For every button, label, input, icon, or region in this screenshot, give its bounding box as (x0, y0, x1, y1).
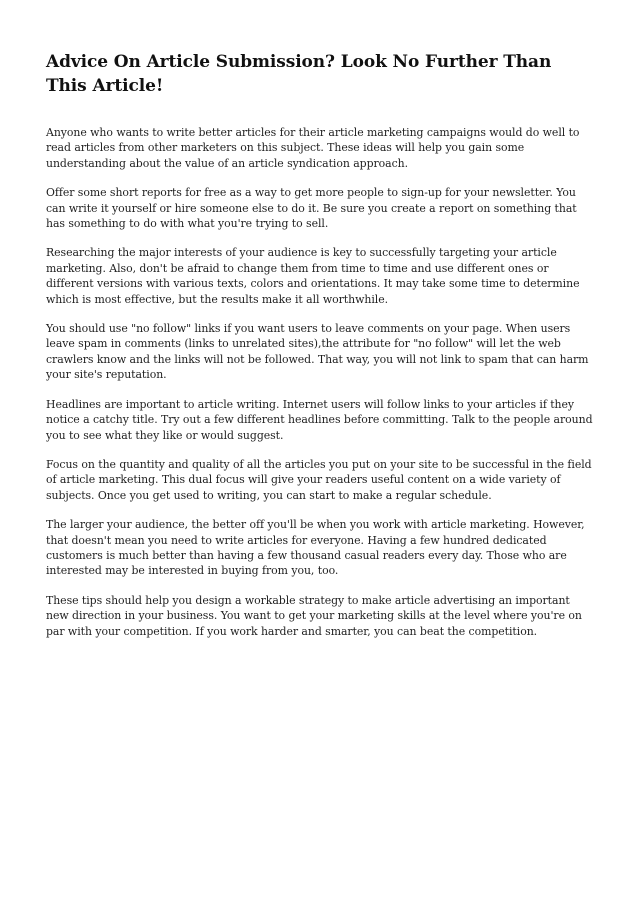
body-paragraph: Offer some short reports for free as a way to get more people to sign-up for your newsletter. You can write it yourself or hire someone else to do it. Be sure you create a report on something that has something to do with what you're trying to sell. (46, 186, 577, 231)
body-paragraph: The larger your audience, the better off you'll be when you work with article marketing. However, that doesn't mean you need to write articles for everyone. Having a few hundred dedicated customers is much better than having a few thousand casual readers every day. Those who are interested may be interested in buying from you, too. (46, 518, 585, 578)
body-paragraph: Headlines are important to article writing. Internet users will follow links to your articles if they notice a catchy title. Try out a few different headlines before committing. Talk to the people around you to see what they like or would suggest. (46, 397, 593, 442)
body-paragraph: You should use "no follow" links if you want users to leave comments on your page. When users leave spam in comments (links to unrelated sites),the attribute for "no follow" will let the web crawlers know and the links will not be followed. That way, you will not link to spam that can harm your site's reputation. (46, 322, 589, 382)
body-paragraph: These tips should help you design a workable strategy to make article advertising an important new direction in your business. You want to get your marketing skills at the level where you're on par with your competition. If you work harder and smarter, you can beat the competition. (46, 593, 582, 638)
page-title: Advice On Article Submission? Look No Further Than This Article! (46, 52, 552, 96)
document-page (46, 50, 594, 653)
body-paragraph: Anyone who wants to write better articles for their article marketing campaigns would do well to read articles from other marketers on this subject. These ideas will help you gain some understanding about the value of an article syndication approach. (46, 126, 580, 170)
body-paragraph: Researching the major interests of your audience is key to successfully targeting your article marketing. Also, don't be afraid to change them from time to time and use different ones or different versions with various texts, colors and orientations. It may take some time to determine which is most effective, but the results make it all worthwhile. (46, 246, 580, 306)
body-paragraph: Focus on the quantity and quality of all the articles you put on your site to be successful in the field of article marketing. This dual focus will give your readers useful content on a wide variety of subjects. Once you get used to writing, you can start to make a regular schedule. (46, 457, 592, 502)
